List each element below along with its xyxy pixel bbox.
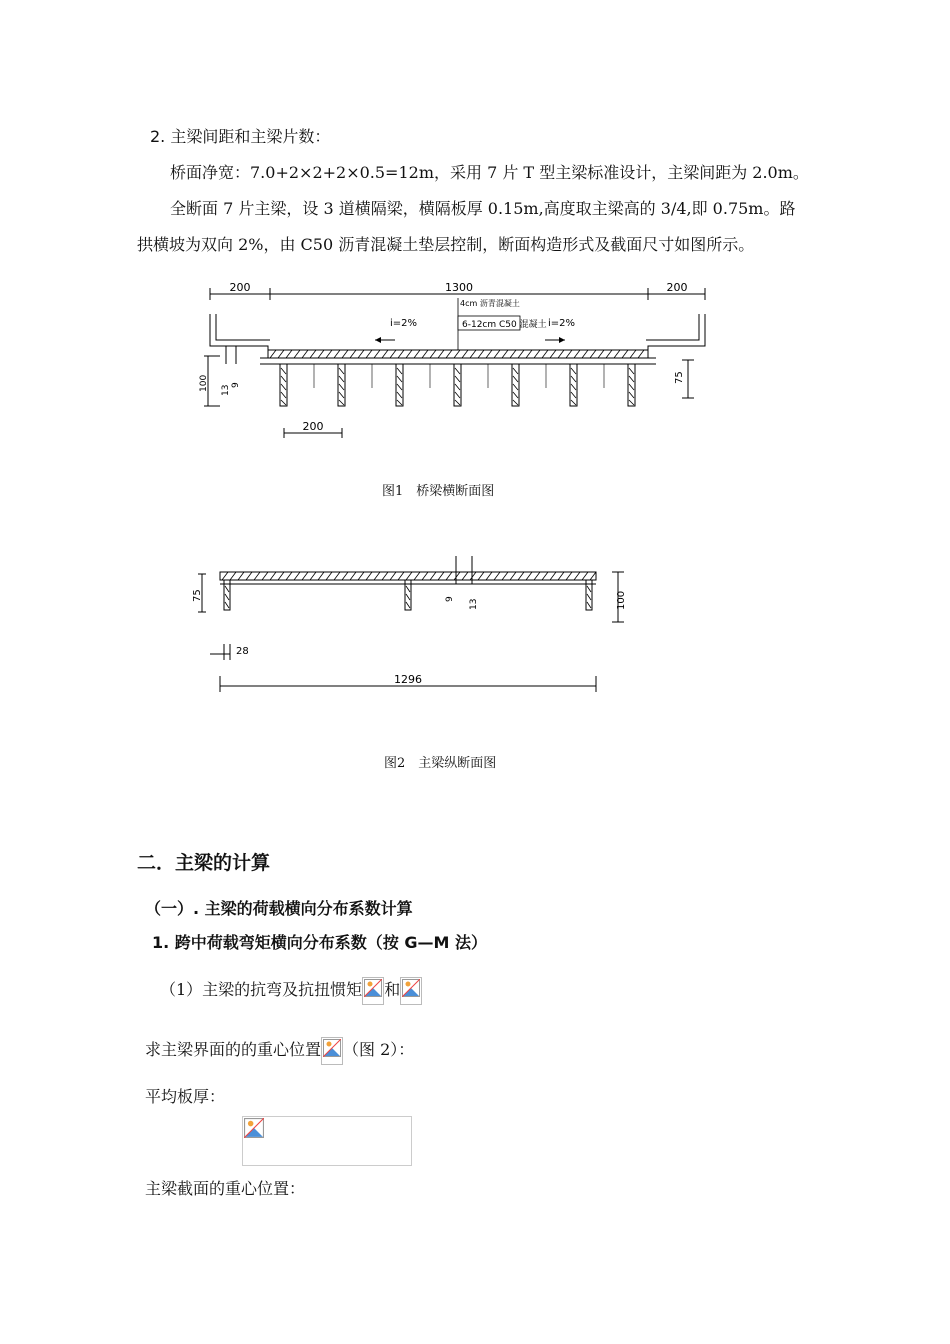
figure1-cross-section [190,280,730,450]
broken-image-icon [244,1118,264,1138]
centroid-position-label: 主梁截面的重心位置： [145,1179,306,1198]
fig2-dim-28: 28 [236,646,249,657]
paragraph-inertia [160,976,422,1005]
paragraph-line-3: 拱横坡为双向 2%，由 C50 沥青混凝土垫层控制，断面构造形式及截面尺寸如图所示。 [137,235,755,254]
broken-image-icon [400,977,422,1005]
figure2-caption: 图2 主梁纵断面图 [384,756,497,771]
and-text: 和 [384,980,401,999]
fig2-dim-100: 100 [616,590,627,610]
paragraph-line-1: 桥面净宽：7.0+2×2+2×0.5=12m，采用 7 片 T 型主梁标准设计，主梁间距为 2.0m。 [170,163,809,182]
dim-200-right: 200 [666,281,688,294]
dim-9: 9 [231,382,241,388]
fig2-dim-9: 9 [445,596,455,602]
dim-100: 100 [199,374,209,392]
paragraph-centroid [145,1036,414,1065]
item2-title: 2. 主梁间距和主梁片数： [150,127,331,146]
fig2-dim-1296: 1296 [394,673,422,686]
avg-slab-thickness-label: 平均板厚： [145,1087,226,1106]
figure1-caption: 图1 桥梁横断面图 [382,484,495,499]
dim-75: 75 [674,371,685,384]
slope-left: i=2% [390,318,418,329]
centroid-text: 求主梁界面的的重心位置 [145,1040,322,1059]
subsection-heading-1: （一）. 主梁的荷载横向分布系数计算 [145,899,413,918]
formula-image-placeholder [242,1116,412,1166]
broken-image-icon [362,977,384,1005]
subsection-heading-1-1: 1. 跨中荷载弯矩横向分布系数（按 G—M 法） [152,933,487,952]
pavement-top-label: 4cm 沥青混凝土 [460,299,520,308]
figure2-longitudinal-section [186,550,636,700]
paragraph-line-2: 全断面 7 片主梁，设 3 道横隔梁，横隔板厚 0.15m,高度取主梁高的 3/4,即 0.75m。路 [170,199,796,218]
fig2-dim-13: 13 [469,598,479,610]
dim-1300: 1300 [445,281,473,294]
broken-image-icon [321,1037,343,1065]
fig2-dim-75: 75 [192,589,203,602]
dim-spacing-200: 200 [302,420,324,433]
pavement-bottom-label: 6-12cm C50 混凝土 [462,320,547,330]
inertia-text: （1）主梁的抗弯及抗扭惯矩 [160,980,363,999]
slope-right: i=2% [548,318,576,329]
figure-ref-text: （图 2）： [343,1040,415,1059]
section-heading: 二．主梁的计算 [137,852,271,874]
dim-200-left: 200 [229,281,251,294]
dim-13: 13 [221,384,231,396]
